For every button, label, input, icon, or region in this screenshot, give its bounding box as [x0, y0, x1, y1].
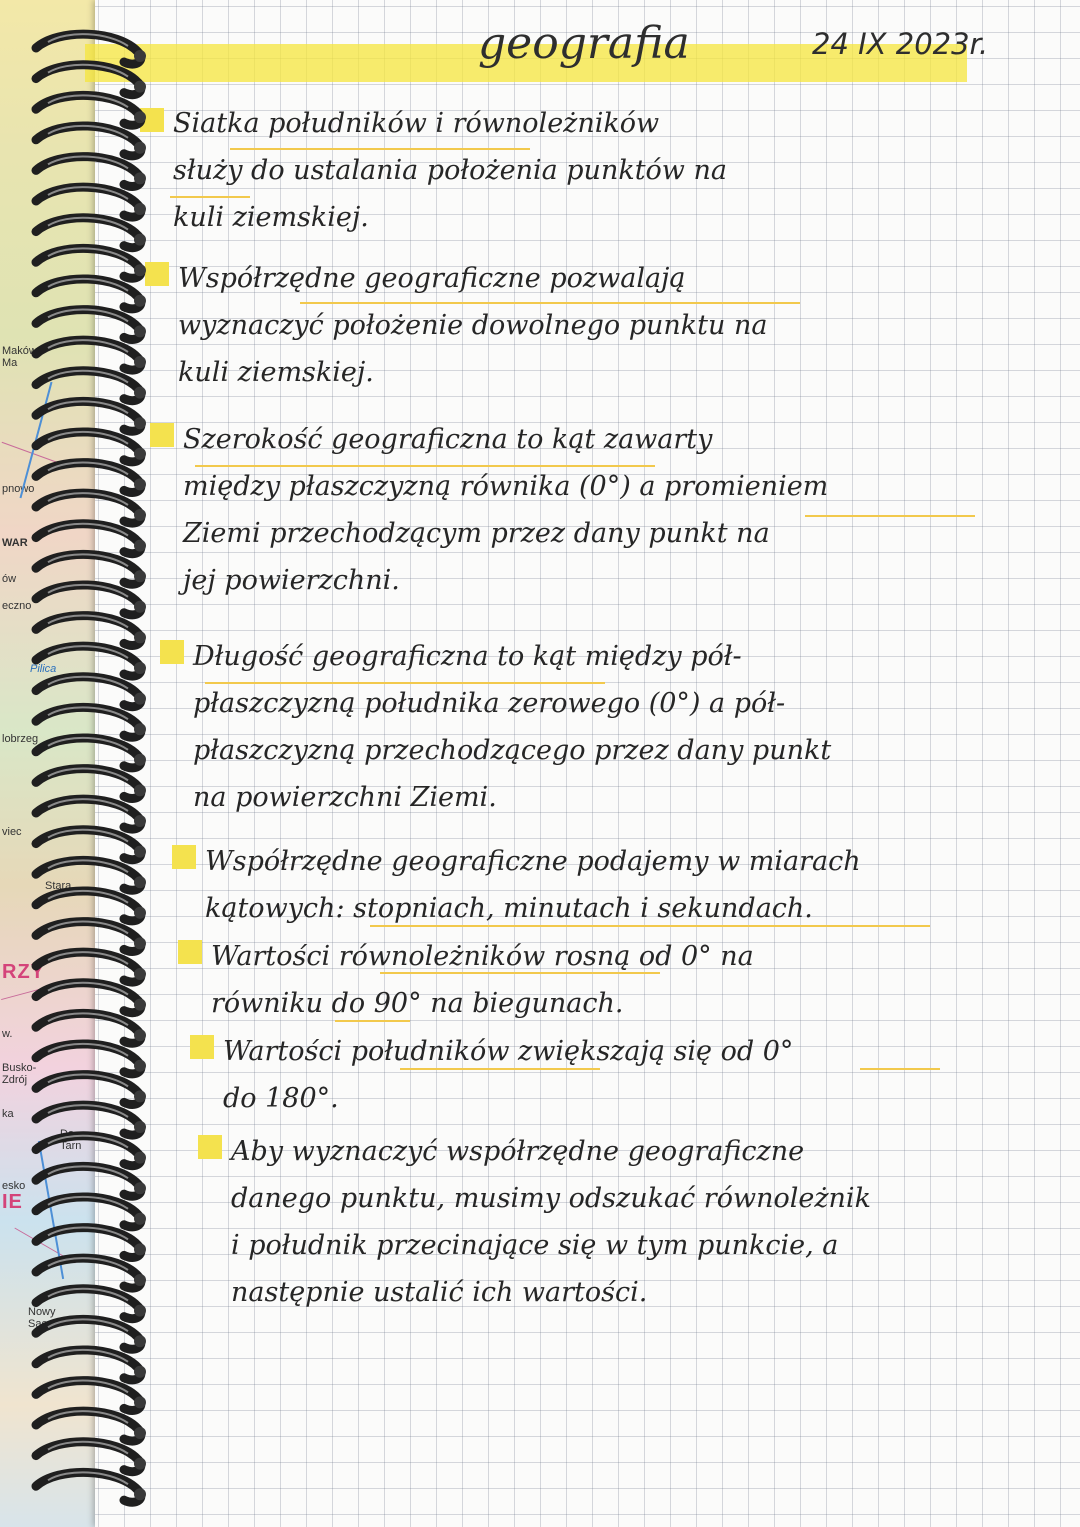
spiral-ring [36, 1136, 141, 1166]
binding-hole [134, 509, 146, 521]
spiral-ring [36, 340, 141, 370]
binding-hole [134, 1029, 146, 1041]
binding-hole [134, 81, 146, 93]
map-label: pnowo [2, 483, 35, 495]
binding-hole [134, 142, 146, 154]
spiral-ring [36, 65, 141, 95]
spiral-ring [36, 952, 141, 982]
binding-hole [134, 1488, 146, 1500]
binding-hole [134, 999, 146, 1011]
spiral-ring [36, 1013, 141, 1043]
map-label: Busko- Zdrój [2, 1062, 37, 1086]
note-paragraph: Wartości południków zwiększają się od 0° do 180°. [223, 1036, 794, 1114]
spiral-ring [36, 891, 141, 921]
spiral-ring [36, 1350, 141, 1380]
spiral-ring [36, 248, 141, 278]
binding-hole [134, 662, 146, 674]
map-label: esko [2, 1180, 26, 1192]
binding-hole [134, 417, 146, 429]
bullet-marker [190, 1035, 214, 1059]
spiral-ring [36, 1472, 141, 1502]
spiral-ring [36, 463, 141, 493]
binding-hole [134, 1427, 146, 1439]
binding-hole [134, 570, 146, 582]
binding-hole [134, 478, 146, 490]
spiral-ring [36, 1289, 141, 1319]
spiral-ring [36, 616, 141, 646]
binding-hole [134, 907, 146, 919]
note-paragraph: Szerokość geograficzna to kąt zawarty między płaszczyzną równika (0°) a promieniem Ziemi przechodzącym przez dany punkt na jej powierzchni. [183, 424, 829, 596]
binding-hole [134, 1366, 146, 1378]
spiral-ring [36, 34, 141, 64]
binding-hole [134, 723, 146, 735]
note-paragraph: Siatka południków i równoleżników służy do ustalania położenia punktów na kuli ziemskiej. [173, 108, 727, 233]
spiral-ring [36, 1258, 141, 1288]
binding-hole [134, 1243, 146, 1255]
binding-hole [134, 815, 146, 827]
binding-hole [134, 1060, 146, 1072]
binding-hole [134, 264, 146, 276]
binding-hole [134, 234, 146, 246]
spiral-ring [36, 1319, 141, 1349]
spiral-ring [36, 554, 141, 584]
binding-hole [134, 111, 146, 123]
binding-hole [134, 203, 146, 215]
spiral-ring [36, 707, 141, 737]
binding-hole [134, 1335, 146, 1347]
binding-hole [134, 1458, 146, 1470]
spiral-ring [36, 371, 141, 401]
spiral-ring [36, 585, 141, 615]
spiral-ring [36, 1105, 141, 1135]
spiral-ring [36, 95, 141, 125]
spiral-ring [36, 1411, 141, 1441]
binding-hole [134, 1182, 146, 1194]
spiral-ring [36, 493, 141, 523]
binding-hole [134, 968, 146, 980]
binding-hole [134, 387, 146, 399]
spiral-ring [36, 126, 141, 156]
map-label: RZY [2, 961, 45, 983]
bullet-marker [160, 640, 184, 664]
binding-hole [134, 50, 146, 62]
map-label: viec [2, 826, 22, 838]
spiral-binding [28, 0, 158, 1527]
bullet-marker [178, 940, 202, 964]
spiral-ring [36, 677, 141, 707]
spiral-ring [36, 524, 141, 554]
bullet-marker [172, 845, 196, 869]
binding-hole [134, 693, 146, 705]
spiral-ring [36, 830, 141, 860]
note-paragraph: Wartości równoleżników rosną od 0° na równiku do 90° na biegunach. [211, 941, 754, 1019]
binding-hole [134, 295, 146, 307]
spiral-ring [36, 157, 141, 187]
bullet-marker [198, 1135, 222, 1159]
note-paragraph: Długość geograficzna to kąt między pół- płaszczyzną południka zerowego (0°) a pół- płaszczyzną przechodzącego przez dany punkt na powierzchni Ziemi. [193, 641, 832, 813]
binding-hole [134, 1396, 146, 1408]
spiral-ring [36, 738, 141, 768]
spiral-ring [36, 1075, 141, 1105]
binding-hole [134, 846, 146, 858]
map-label: IE [2, 1191, 23, 1213]
binding-hole [134, 356, 146, 368]
note-paragraph: Aby wyznaczyć współrzędne geograficzne danego punktu, musimy odszukać równoleżnik i południk przecinające się w tym punkcie, a następnie ustalić ich wartości. [231, 1136, 871, 1308]
page-title: geografia [478, 18, 690, 69]
spiral-ring [36, 922, 141, 952]
spiral-ring [36, 983, 141, 1013]
binding-hole [134, 876, 146, 888]
map-label: w. [2, 1028, 13, 1040]
spiral-ring [36, 1381, 141, 1411]
spiral-ring [36, 1442, 141, 1472]
binding-hole [134, 172, 146, 184]
spiral-ring [36, 646, 141, 676]
binding-hole [134, 754, 146, 766]
binding-hole [134, 1305, 146, 1317]
binding-hole [134, 1090, 146, 1102]
underline-accent [805, 515, 975, 517]
map-label: Pilica [30, 663, 57, 675]
spiral-ring [36, 1197, 141, 1227]
spiral-ring [36, 860, 141, 890]
note-paragraph: Współrzędne geograficzne pozwalają wyznaczyć położenie dowolnego punktu na kuli ziemskiej. [178, 263, 768, 388]
map-label: Stara [45, 880, 72, 892]
binding-hole [134, 1152, 146, 1164]
map-label: Maków Ma [2, 345, 37, 369]
spiral-ring [36, 401, 141, 431]
binding-hole [134, 937, 146, 949]
binding-hole [134, 1274, 146, 1286]
binding-hole [134, 325, 146, 337]
map-label: Dą Tarn [60, 1128, 82, 1152]
map-label: WAR [2, 537, 28, 549]
binding-hole [134, 631, 146, 643]
binding-hole [134, 784, 146, 796]
binding-hole [134, 540, 146, 552]
map-label: lobrzeg [2, 733, 39, 745]
spiral-ring [36, 218, 141, 248]
binding-hole [134, 448, 146, 460]
spiral-ring [36, 799, 141, 829]
map-label: ka [2, 1108, 14, 1120]
note-paragraph: Współrzędne geograficzne podajemy w miarach kątowych: stopniach, minutach i sekundach. [205, 846, 861, 924]
spiral-ring [36, 1044, 141, 1074]
map-label: Nowy Sącz [28, 1306, 56, 1330]
page-date: 24 IX 2023r. [812, 27, 989, 61]
underline-accent [860, 1068, 940, 1070]
spiral-ring [36, 1166, 141, 1196]
spiral-ring [36, 187, 141, 217]
map-label: ów [2, 573, 17, 585]
binding-hole [134, 601, 146, 613]
spiral-ring [36, 769, 141, 799]
spiral-ring [36, 1228, 141, 1258]
spiral-ring [36, 279, 141, 309]
map-label: eczno [2, 600, 32, 612]
binding-hole [134, 1213, 146, 1225]
spiral-ring [36, 310, 141, 340]
binding-hole [134, 1121, 146, 1133]
spiral-ring [36, 432, 141, 462]
